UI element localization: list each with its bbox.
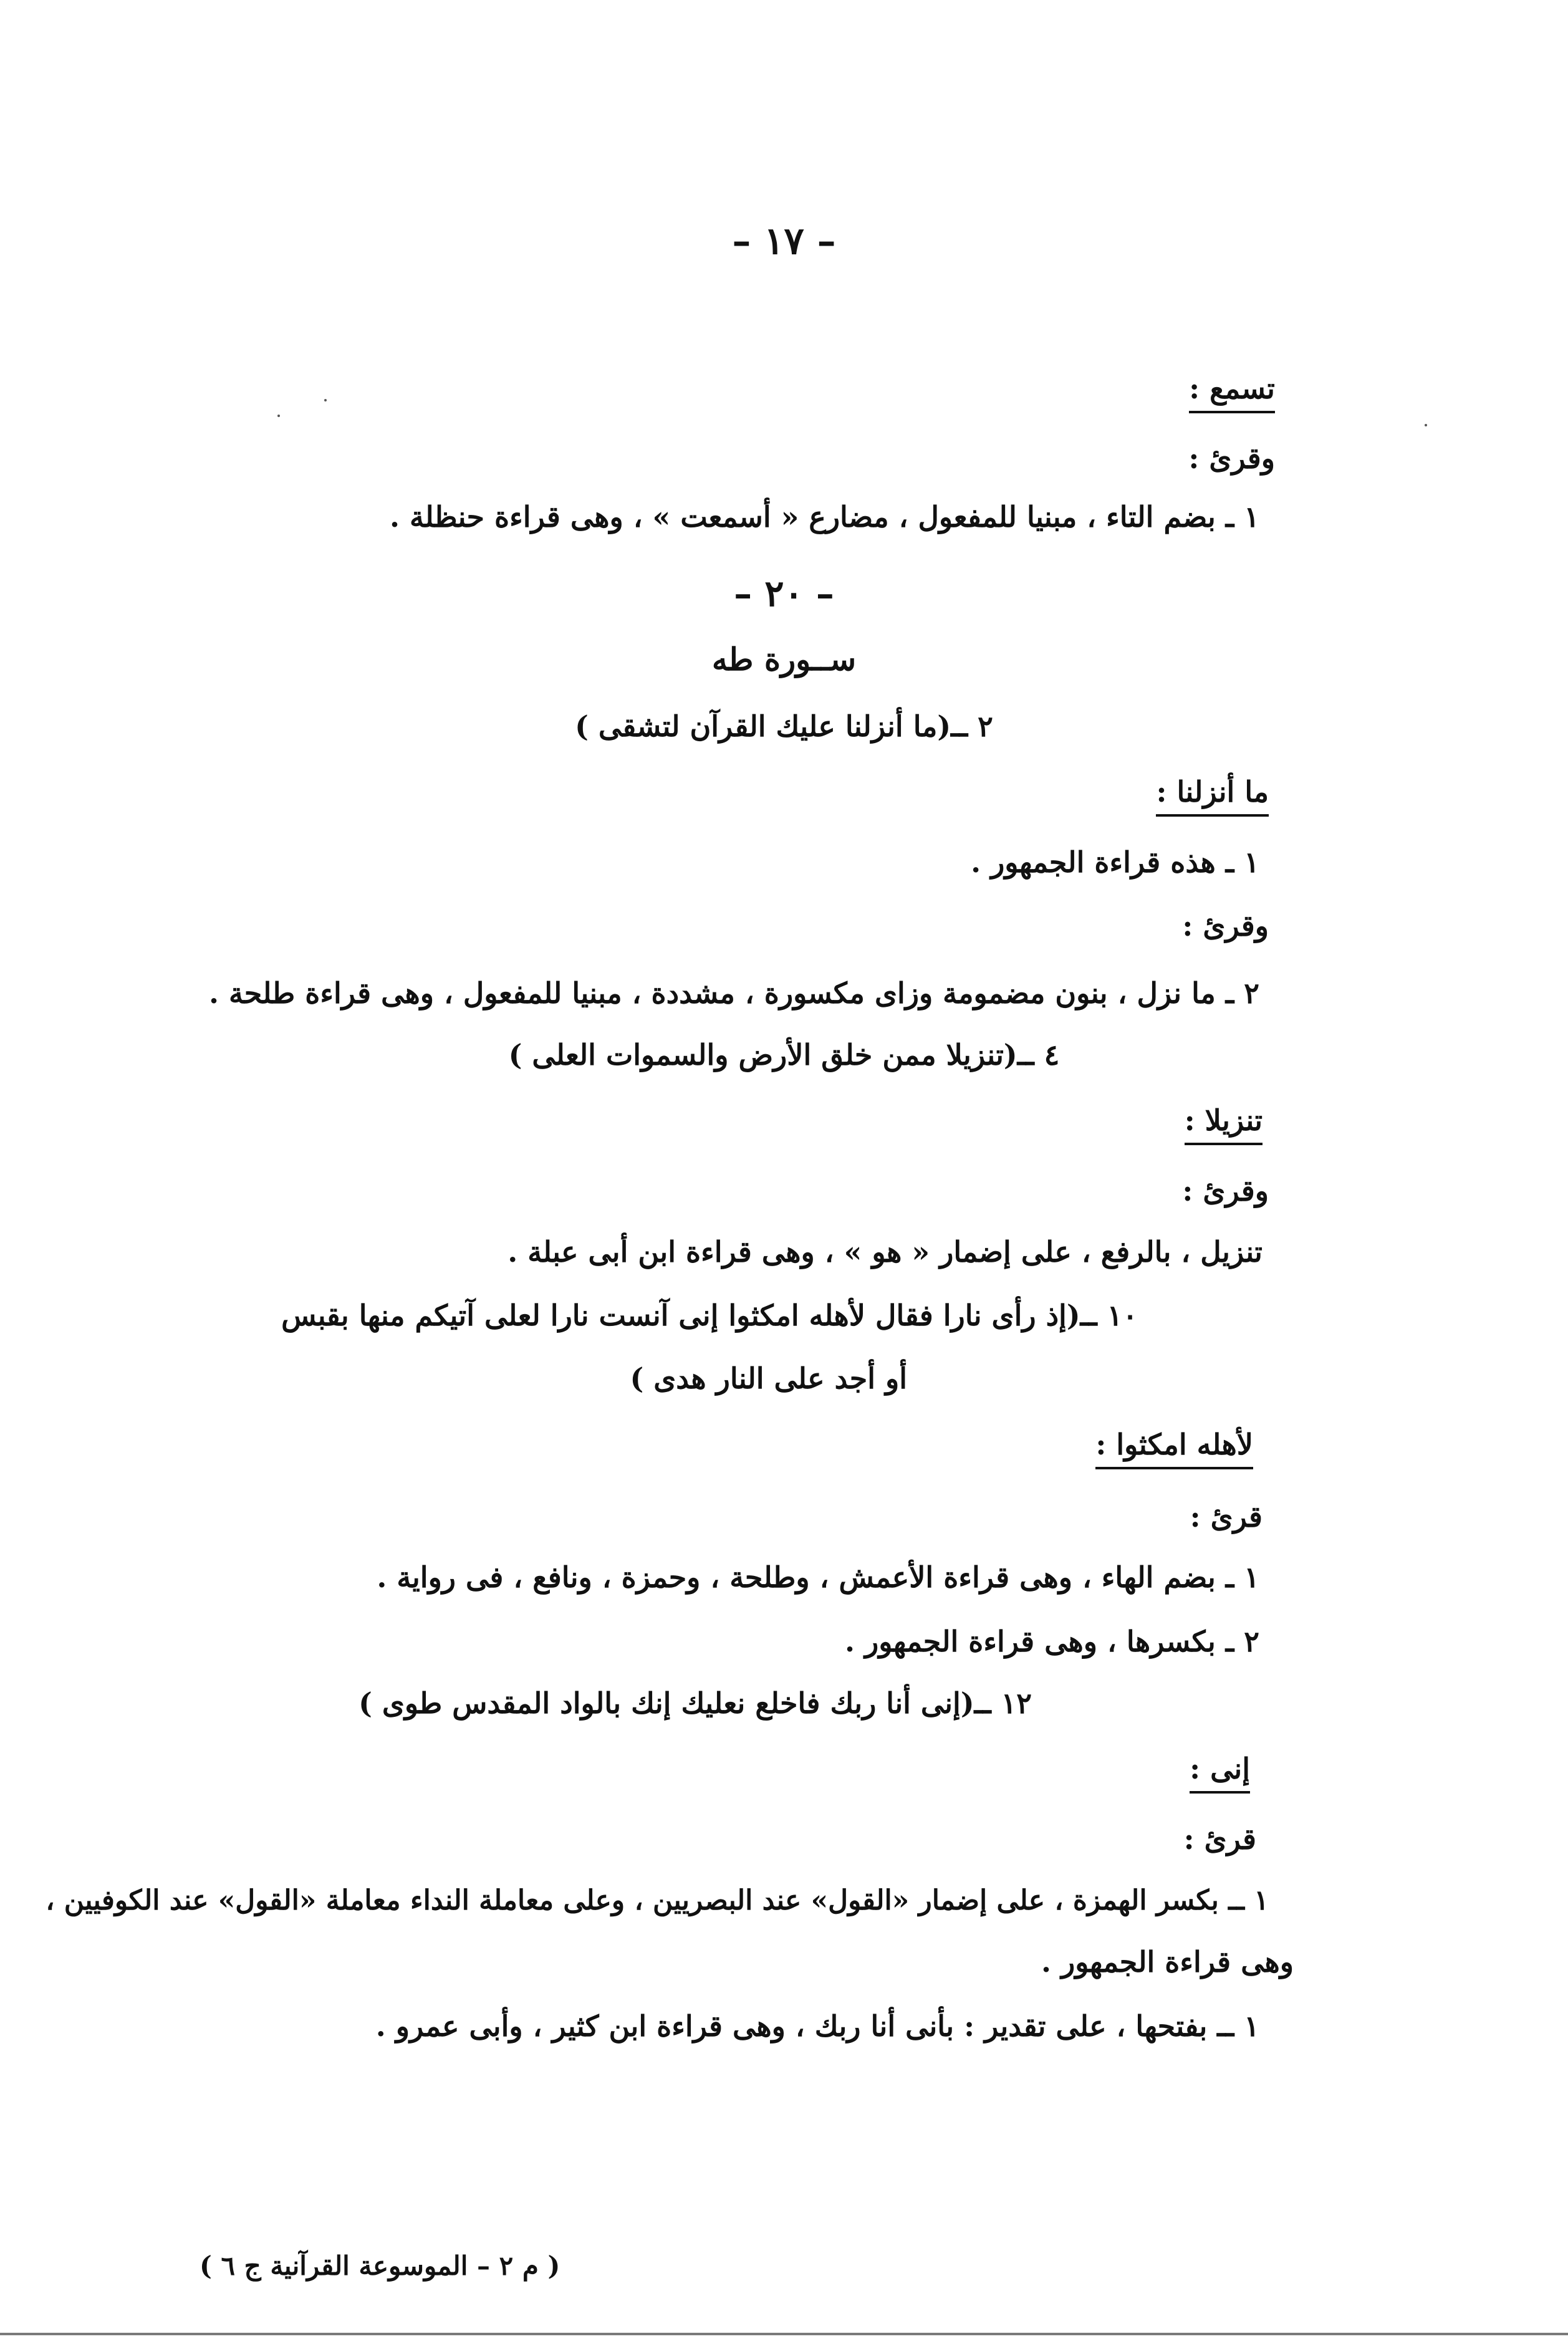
page-footer: ( م ٢ – الموسوعة القرآنية ج ٦ ) [200,2250,560,2281]
scan-speck [277,415,280,417]
verse-line: ٤ ــ(تنزيلا ممن خلق الأرض والسموات العلى ) [508,1038,1060,1072]
reading-line: ٢ ـ ما نزل ، بنون مضمومة وزاى مكسورة ، مشددة ، مبنيا للمفعول ، وهى قراءة طلحة . [209,976,1259,1010]
qurie-label: وقرئ : [1188,441,1275,475]
reading-line-continuation: وهى قراءة الجمهور . [1041,1945,1294,1979]
reading-line: ١ ـ هذه قراءة الجمهور . [971,845,1259,879]
word-heading-ma-anzalna: ما أنزلنا : [1156,776,1269,817]
scan-speck [324,399,327,401]
qurie-label: قرئ : [1183,1822,1256,1856]
verse-line: ١٢ ــ(إنى أنا ربك فاخلع نعليك إنك بالواد المقدس طوى ) [358,1686,1032,1720]
reading-line: تنزيل ، بالرفع ، على إضمار « هو » ، وهى قراءة ابن أبى عبلة . [507,1235,1263,1269]
verse-line: ١٠ ــ(إذ رأى نارا فقال لأهله امكثوا إنى آنست نارا لعلى آتيكم منها بقبس [281,1299,1138,1332]
qurie-label: وقرئ : [1182,1174,1269,1208]
scan-speck [1425,424,1427,426]
scan-bottom-edge [0,2333,1568,2335]
word-heading-tusmaa: تسمع : [1189,373,1275,413]
reading-line: ١ ـ بضم التاء ، مبنيا للمفعول ، مضارع « أسمعت » ، وهى قراءة حنظلة . [389,500,1259,534]
reading-line: ١ ــ بفتحها ، على تقدير : بأنى أنا ربك ، وهى قراءة ابن كثير ، وأبى عمرو . [375,2009,1259,2043]
word-heading-tanzilan: تنزيلا : [1185,1105,1263,1145]
qurie-label: قرئ : [1190,1500,1263,1534]
word-heading-inni: إنى : [1190,1753,1250,1794]
qurie-label: وقرئ : [1182,909,1269,943]
reading-line: ٢ ـ بكسرها ، وهى قراءة الجمهور . [844,1625,1259,1658]
surah-title: ســورة طه [711,641,857,678]
page-number: – ١٧ – [732,219,836,263]
reading-line: ١ ـ بضم الهاء ، وهى قراءة الأعمش ، وطلحة ، وحمزة ، ونافع ، فى رواية . [377,1560,1259,1594]
verse-line: ٢ ــ(ما أنزلنا عليك القرآن لتشقى ) [575,709,993,743]
verse-line: أو أجد على النار هدى ) [630,1362,907,1395]
surah-number: – ٢٠ – [734,572,834,615]
word-heading-liahlihi: لأهله امكثوا : [1095,1429,1253,1469]
reading-line: ١ ــ بكسر الهمزة ، على إضمار «القول» عند البصريين ، وعلى معاملة النداء معاملة «القول» عند الكوفيين ، [46,1885,1269,1916]
